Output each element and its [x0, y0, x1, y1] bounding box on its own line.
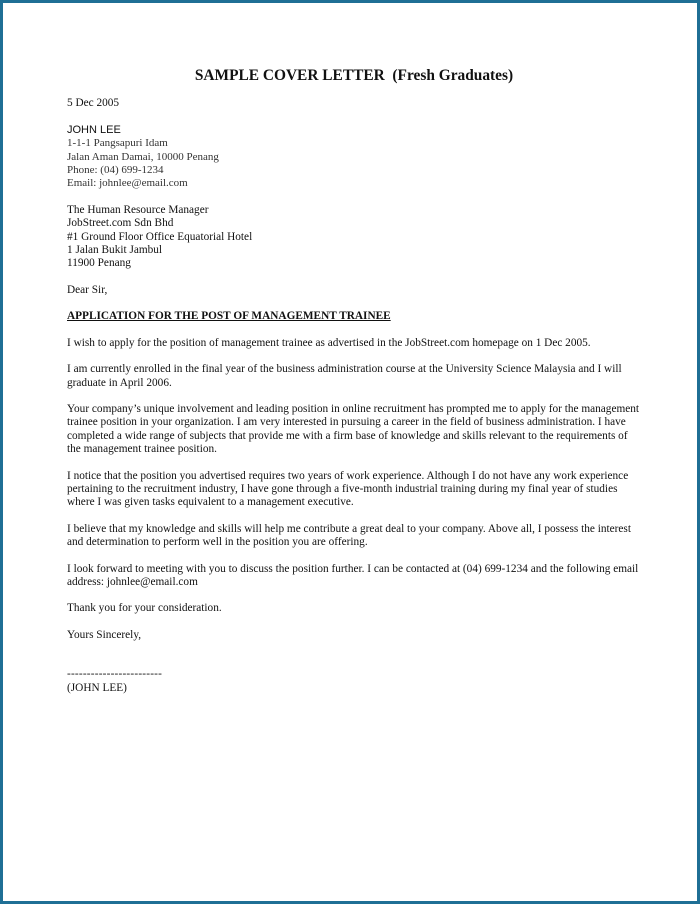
sender-phone: Phone: (04) 699-1234 [67, 164, 164, 177]
body-paragraph-2: I am currently enrolled in the final year of the business administration course at the University Science Malaysia and I will graduate in April 2006. [67, 363, 622, 389]
body-paragraph-6: I look forward to meeting with you to discuss the position further. I can be contacted at (04) 699-1234 and the following email address: johnlee@email.com [67, 562, 639, 588]
body-paragraph-4: I notice that the position you advertised requires two years of work experience. Although I do not have any work experience pertaining to the recruitment industry, I have gone through a five-month industrial training during my final year of studies where I was given tasks equivalent to a management executive. [67, 469, 629, 509]
letter-title: SAMPLE COVER LETTER (Fresh Graduates) [194, 67, 514, 84]
signature-space [67, 655, 641, 668]
cover-letter-page [67, 69, 641, 695]
recipient-address-block [67, 204, 641, 271]
sender-address-block [67, 124, 641, 191]
letter-date: 5 Dec 2005 [67, 97, 120, 110]
signature-name: (JOHN LEE) [67, 681, 127, 694]
recipient-line-2: JobStreet.com Sdn Bhd [67, 217, 174, 230]
salutation: Dear Sir, [67, 283, 108, 296]
recipient-line-3: #1 Ground Floor Office Equatorial Hotel [67, 230, 253, 243]
sender-name: JOHN LEE [67, 123, 121, 136]
closing: Yours Sincerely, [67, 628, 142, 641]
recipient-line-1: The Human Resource Manager [67, 203, 209, 216]
sender-email: Email: johnlee@email.com [67, 177, 188, 190]
sender-address-line-1: 1-1-1 Pangsapuri Idam [67, 137, 168, 150]
body-paragraph-5: I believe that my knowledge and skills will help me contribute a great deal to your company. Above all, I possess the interest and determination to perform well in the position you are offering. [67, 522, 631, 549]
body-paragraph-1: I wish to apply for the position of management trainee as advertised in the JobStreet.com homepage on 1 Dec 2005. [67, 336, 591, 349]
recipient-line-4: 1 Jalan Bukit Jambul [67, 244, 163, 257]
body-paragraph-3: Your company’s unique involvement and leading position in online recruitment has prompted me to apply for the management trainee position in your organization. I am very interested in pursuing a career in the field of business administration. I have completed a wide range of subjects that provide me with a firm base of knowledge and skills relevant to the requirements of the management trainee position. [67, 402, 640, 456]
sender-address-line-2: Jalan Aman Damai, 10000 Penang [67, 150, 219, 163]
thank-you-line: Thank you for your consideration. [67, 602, 222, 615]
signature-line: ------------------------ [67, 668, 163, 681]
subject-line: APPLICATION FOR THE POST OF MANAGEMENT TRAINEE [67, 310, 391, 323]
recipient-line-5: 11900 Penang [67, 257, 131, 270]
